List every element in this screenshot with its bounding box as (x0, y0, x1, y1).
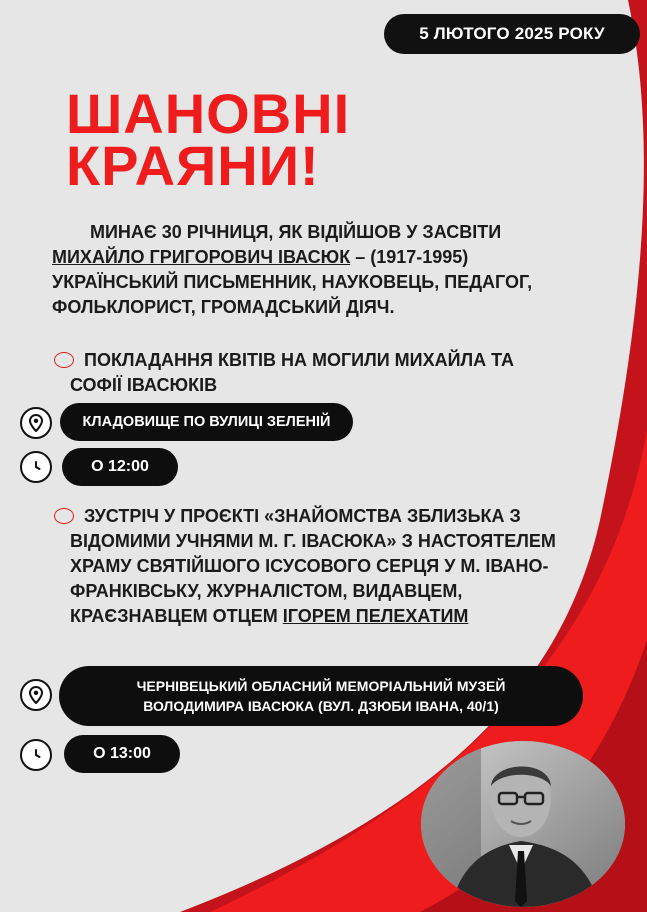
red-circle-bullet-icon (54, 508, 74, 524)
clock-icon (20, 739, 52, 771)
event-1-title-text: ПОКЛАДАННЯ КВІТІВ НА МОГИЛИ МИХАЙЛА ТА СОФІЇ ІВАСЮКІВ (70, 350, 515, 395)
event-2-title-name: ІГОРЕМ ПЕЛЕХАТИМ (282, 606, 469, 626)
intro-paragraph (52, 220, 572, 320)
title-line-1: ШАНОВНІ (66, 82, 351, 145)
event-1-location-pill: КЛАДОВИЩЕ ПО ВУЛИЦІ ЗЕЛЕНІЙ (60, 403, 353, 441)
intro-text-1: МИНАЄ 30 РІЧНИЦЯ, ЯК ВІДІЙШОВ У ЗАСВІТИ (90, 222, 502, 242)
event-1-title (52, 348, 560, 398)
event-2-location-pill (59, 666, 583, 726)
clock-icon (20, 451, 52, 483)
intro-text-2: – (1917-1995) УКРАЇНСЬКИЙ ПИСЬМЕННИК, НАУКОВЕЦЬ, ПЕДАГОГ, ФОЛЬКЛОРИСТ, ГРОМАДСЬКИЙ ДІЯЧ. (52, 247, 533, 317)
event-2-location-line-2: ВОЛОДИМИРА ІВАСЮКА (ВУЛ. ДЗЮБИ ІВАНА, 40/1) (143, 698, 499, 714)
red-circle-bullet-icon (54, 352, 74, 368)
location-pin-icon (20, 679, 52, 711)
portrait-photo (421, 741, 625, 907)
event-1-time-pill: О 12:00 (62, 448, 178, 486)
event-2-location-line-1: ЧЕРНІВЕЦЬКИЙ ОБЛАСНИЙ МЕМОРІАЛЬНИЙ МУЗЕЙ (136, 678, 506, 694)
intro-name: МИХАЙЛО ГРИГОРОВИЧ ІВАСЮК (52, 247, 351, 267)
location-pin-icon (20, 407, 52, 439)
event-2-title (52, 504, 570, 629)
event-2-time-pill: О 13:00 (64, 735, 180, 773)
event-2-title-text: ЗУСТРІЧ У ПРОЄКТІ «ЗНАЙОМСТВА ЗБЛИЗЬКА З ВІДОМИМИ УЧНЯМИ М. Г. ІВАСЮКА» З НАСТОЯТЕЛЕМ ХРАМУ СВЯТІЙШОГО ІСУСОВОГО СЕРЦЯ У М. ІВАНО-ФРАНКІВСЬКУ, ЖУРНАЛІСТОМ, ВИДАВЦЕМ, КРАЄЗНАВЦЕМ ОТЦЕМ (70, 506, 556, 626)
title-line-2: КРАЯНИ! (66, 134, 320, 197)
date-badge: 5 ЛЮТОГО 2025 РОКУ (384, 14, 640, 54)
page-title (66, 82, 351, 197)
